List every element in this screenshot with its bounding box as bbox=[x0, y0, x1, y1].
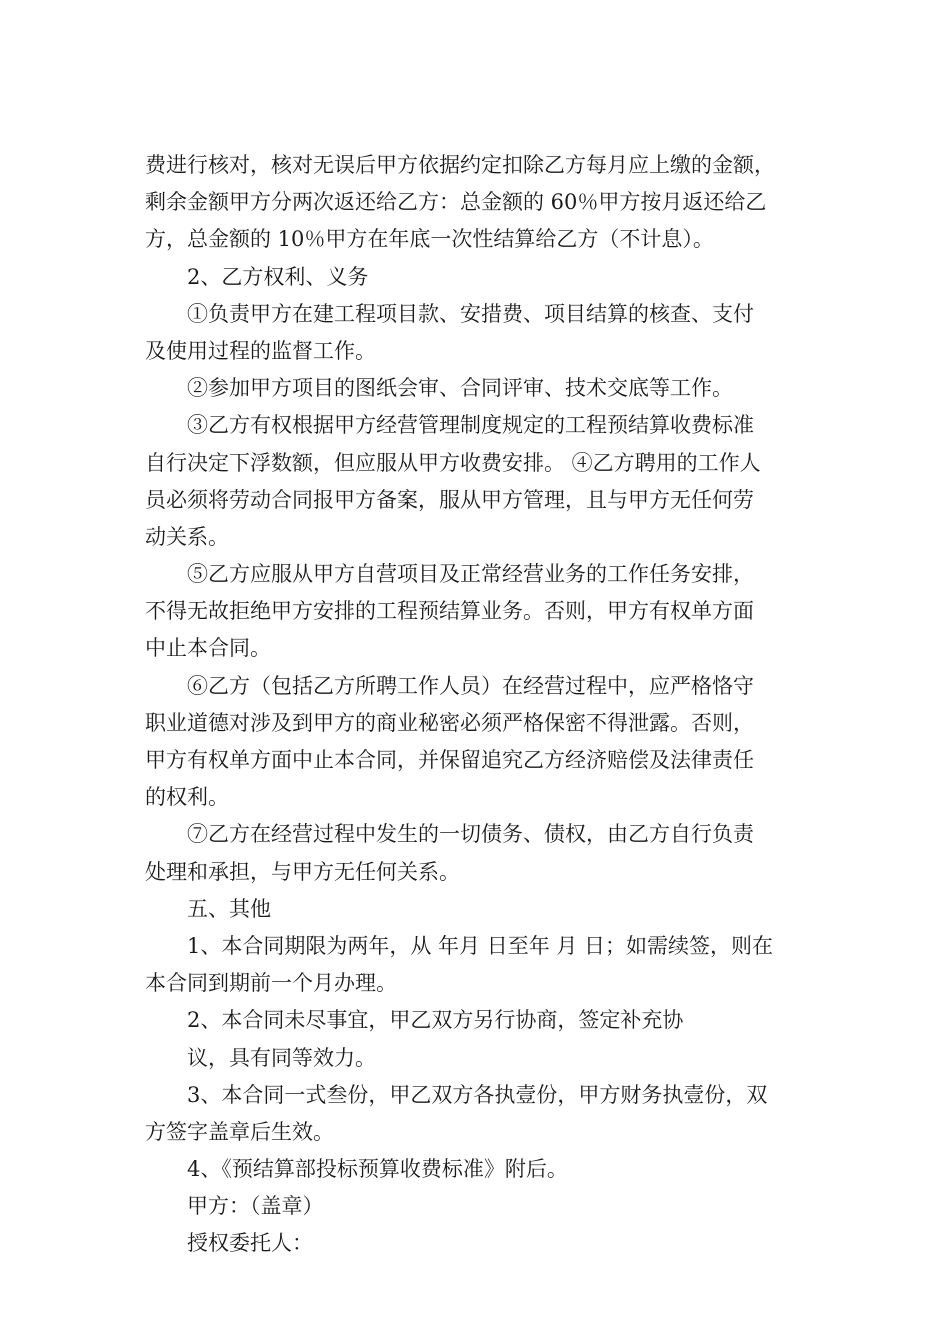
text-line: ③乙方有权根据甲方经营管理制度规定的工程预结算收费标准 bbox=[187, 413, 754, 438]
contract-text bbox=[145, 147, 810, 1263]
section-heading: 五、其他 bbox=[187, 896, 271, 921]
signature-authorized-agent: 授权委托人： bbox=[187, 1231, 313, 1256]
text-line: 3、本合同一式叁份，甲乙双方各执壹份，甲方财务执壹份，双 bbox=[187, 1082, 768, 1107]
text-line: 中止本合同。 bbox=[145, 636, 271, 661]
text-line: 自行决定下浮数额，但应服从甲方收费安排。 ④乙方聘用的工作人 bbox=[145, 450, 761, 475]
text-line: ②参加甲方项目的图纸会审、合同评审、技术交底等工作。 bbox=[187, 376, 733, 401]
text-line: 2、本合同未尽事宜，甲乙双方另行协商，签定补充协 bbox=[187, 1008, 684, 1033]
text-line: 员必须将劳动合同报甲方备案，服从甲方管理，且与甲方无任何劳 bbox=[145, 487, 754, 512]
document-body bbox=[145, 147, 810, 1263]
text-line: 不得无故拒绝甲方安排的工程预结算业务。否则，甲方有权单方面 bbox=[145, 599, 754, 624]
text-line: ①负责甲方在建工程项目款、安措费、项目结算的核查、支付 bbox=[187, 301, 754, 326]
signature-party-a: 甲方：（盖章） bbox=[187, 1194, 324, 1219]
text-line: 4、《预结算部投标预算收费标准》附后。 bbox=[187, 1157, 568, 1182]
text-line: 1、本合同期限为两年，从 年月 日至年 月 日；如需续签，则在 bbox=[187, 933, 774, 958]
text-line: 甲方有权单方面中止本合同，并保留追究乙方经济赔偿及法律责任 bbox=[145, 748, 754, 772]
text-line: 费进行核对，核对无误后甲方依据约定扣除乙方每月应上缴的金额， bbox=[145, 153, 775, 177]
text-line: 的权利。 bbox=[145, 785, 229, 810]
text-line: ⑦乙方在经营过程中发生的一切债务、债权，由乙方自行负责 bbox=[187, 822, 754, 847]
section-heading: 2、乙方权利、义务 bbox=[187, 264, 369, 289]
text-line: 及使用过程的监督工作。 bbox=[145, 338, 376, 363]
text-line: 本合同到期前一个月办理。 bbox=[145, 971, 397, 996]
text-line: ⑥乙方（包括乙方所聘工作人员）在经营过程中，应严格恪守 bbox=[187, 673, 754, 698]
text-line: 方签字盖章后生效。 bbox=[145, 1119, 334, 1144]
text-line: 方，总金额的 10％甲方在年底一次性结算给乙方（不计息）。 bbox=[145, 227, 714, 252]
text-line: ⑤乙方应服从甲方自营项目及正常经营业务的工作任务安排， bbox=[187, 562, 754, 587]
text-line: 职业道德对涉及到甲方的商业秘密必须严格保密不得泄露。否则， bbox=[145, 710, 754, 735]
text-line: 剩余金额甲方分两次返还给乙方：总金额的 60％甲方按月返还给乙 bbox=[145, 190, 767, 215]
text-line: 议，具有同等效力。 bbox=[187, 1045, 376, 1070]
text-line: 动关系。 bbox=[145, 524, 229, 549]
text-line: 处理和承担，与甲方无任何关系。 bbox=[145, 859, 460, 884]
